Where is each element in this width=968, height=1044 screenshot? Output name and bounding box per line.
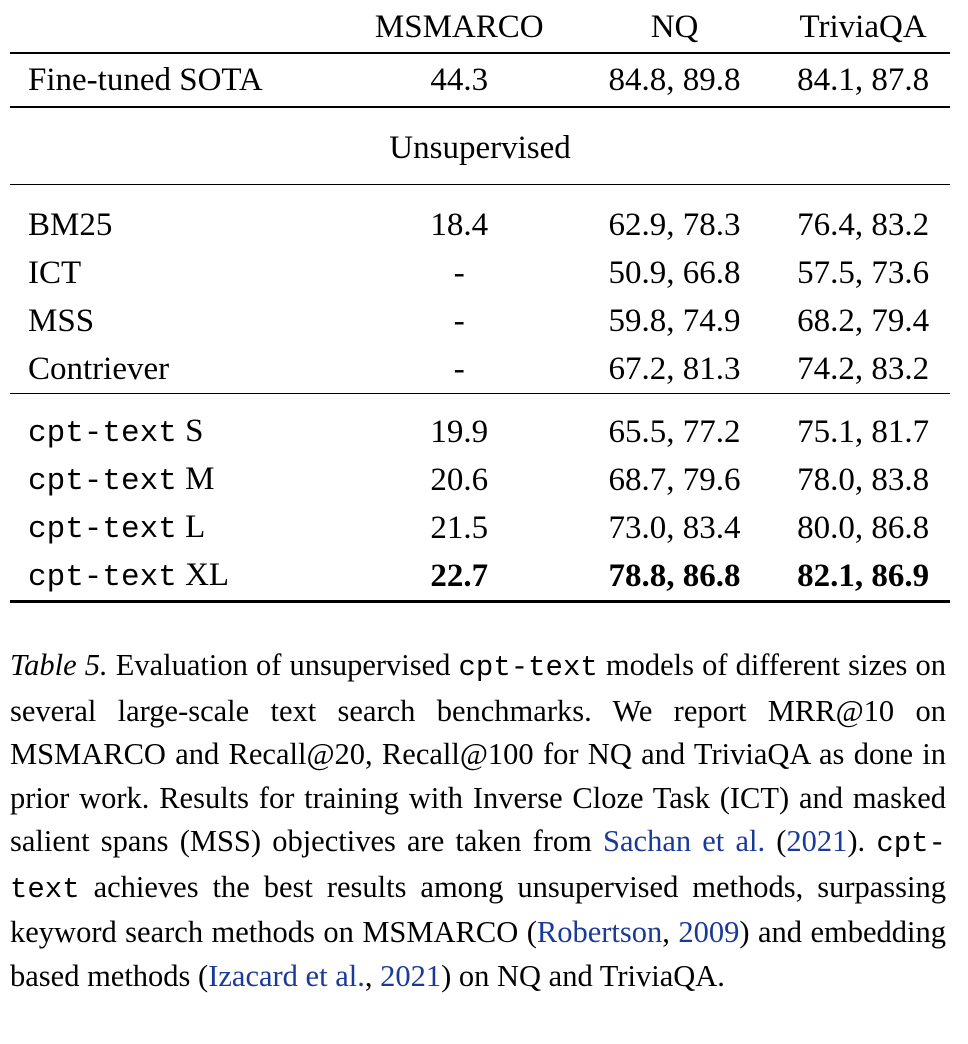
citation-year-link[interactable]: 2021 [786, 824, 848, 858]
cell-triviaqa: 76.4, 83.2 [797, 206, 930, 243]
cell-triviaqa: 80.0, 86.8 [797, 509, 930, 546]
citation-year-link[interactable]: 2021 [380, 958, 442, 993]
table-row [10, 408, 950, 456]
table-row [10, 345, 950, 394]
caption-code: cpt-text [10, 827, 946, 906]
cell-msmarco: - [453, 302, 465, 339]
caption-text: Evaluation of unsupervised [107, 648, 459, 682]
cell-nq: 67.2, 81.3 [573, 345, 776, 394]
row-label: BM25 [28, 206, 113, 243]
caption-text: , [364, 958, 381, 993]
cell-nq: 62.9, 78.3 [608, 206, 741, 243]
caption-text: models of different sizes on several large-scale text search benchmarks. We report MRR@10 on MSMARCO and Recall@20, Recall@100 for NQ and TriviaQA as done in prior work. Results for training with Inverse Cloze Task (ICT) and masked salient spans (MSS) objectives are taken from [10, 648, 946, 858]
caption-text: ) on NQ and TriviaQA. [441, 958, 725, 993]
header-empty [10, 0, 346, 53]
cell-triviaqa: 84.1, 87.8 [776, 53, 950, 107]
cell-nq: 73.0, 83.4 [608, 509, 741, 546]
table-header-row [10, 0, 950, 53]
citation-link-izacard[interactable]: Izacard et al. [208, 958, 365, 993]
fine-tuned-row [10, 53, 950, 107]
model-name: cpt-text [28, 560, 177, 595]
header-msmarco: MSMARCO [374, 8, 544, 45]
cell-triviaqa: 57.5, 73.6 [797, 254, 930, 291]
row-label: MSS [28, 302, 95, 339]
citation-link-robertson[interactable]: Robertson [536, 915, 663, 949]
cell-nq: 50.9, 66.8 [608, 254, 741, 291]
cell-msmarco: 19.9 [430, 413, 489, 450]
model-size: XL [185, 557, 230, 593]
section-label: Unsupervised [10, 107, 950, 185]
row-label [10, 504, 346, 552]
citation-year-link[interactable]: 2009 [678, 915, 740, 949]
cell-nq: 68.7, 79.6 [608, 461, 741, 498]
cell-msmarco: 18.4 [430, 206, 489, 243]
caption-text: ( [765, 824, 787, 858]
row-label: Contriever [10, 345, 346, 394]
citation-link-sachan[interactable]: Sachan et al. [603, 824, 766, 858]
cell-msmarco: - [346, 345, 573, 394]
table-row [10, 201, 950, 249]
cell-triviaqa: 68.2, 79.4 [797, 302, 930, 339]
table-row [10, 456, 950, 504]
cell-nq: 65.5, 77.2 [608, 413, 741, 450]
section-row [10, 107, 950, 185]
row-label [10, 408, 346, 456]
cell-nq-best: 78.8, 86.8 [573, 552, 776, 602]
row-label [10, 552, 346, 602]
cell-triviaqa: 78.0, 83.8 [797, 461, 930, 498]
cell-nq: 84.8, 89.8 [573, 53, 776, 107]
model-name: cpt-text [28, 464, 177, 499]
model-name: cpt-text [28, 416, 177, 451]
model-name: cpt-text [28, 512, 177, 547]
results-table [10, 0, 950, 603]
caption-code: cpt-text [458, 651, 598, 684]
caption-text: ) and embedding based methods ( [10, 915, 947, 993]
table-row [10, 552, 950, 602]
caption-text: ). [847, 824, 877, 858]
cell-msmarco: 20.6 [430, 461, 489, 498]
cell-triviaqa: 75.1, 81.7 [797, 413, 930, 450]
caption-text: , [662, 915, 679, 949]
header-nq: NQ [650, 8, 699, 45]
cell-msmarco-best: 22.7 [346, 552, 573, 602]
model-size: S [185, 413, 204, 449]
row-label: ICT [28, 254, 82, 291]
cell-msmarco: 44.3 [346, 53, 573, 107]
caption-text: achieves the best results among unsupervised methods, surpassing keyword search methods on MSMARCO ( [10, 869, 946, 949]
table-caption [10, 644, 946, 998]
model-size: M [185, 461, 215, 497]
cell-triviaqa: 74.2, 83.2 [776, 345, 950, 394]
table-row [10, 297, 950, 345]
caption-label: Table 5. [10, 648, 108, 682]
model-size: L [185, 509, 206, 545]
table-row [10, 504, 950, 552]
cell-nq: 59.8, 74.9 [608, 302, 741, 339]
cell-msmarco: - [453, 254, 465, 291]
cell-triviaqa-best: 82.1, 86.9 [776, 552, 950, 602]
cell-msmarco: 21.5 [430, 509, 489, 546]
row-label: Fine-tuned SOTA [10, 53, 346, 107]
row-label [10, 456, 346, 504]
header-triviaqa: TriviaQA [799, 8, 927, 45]
table-row [10, 249, 950, 297]
